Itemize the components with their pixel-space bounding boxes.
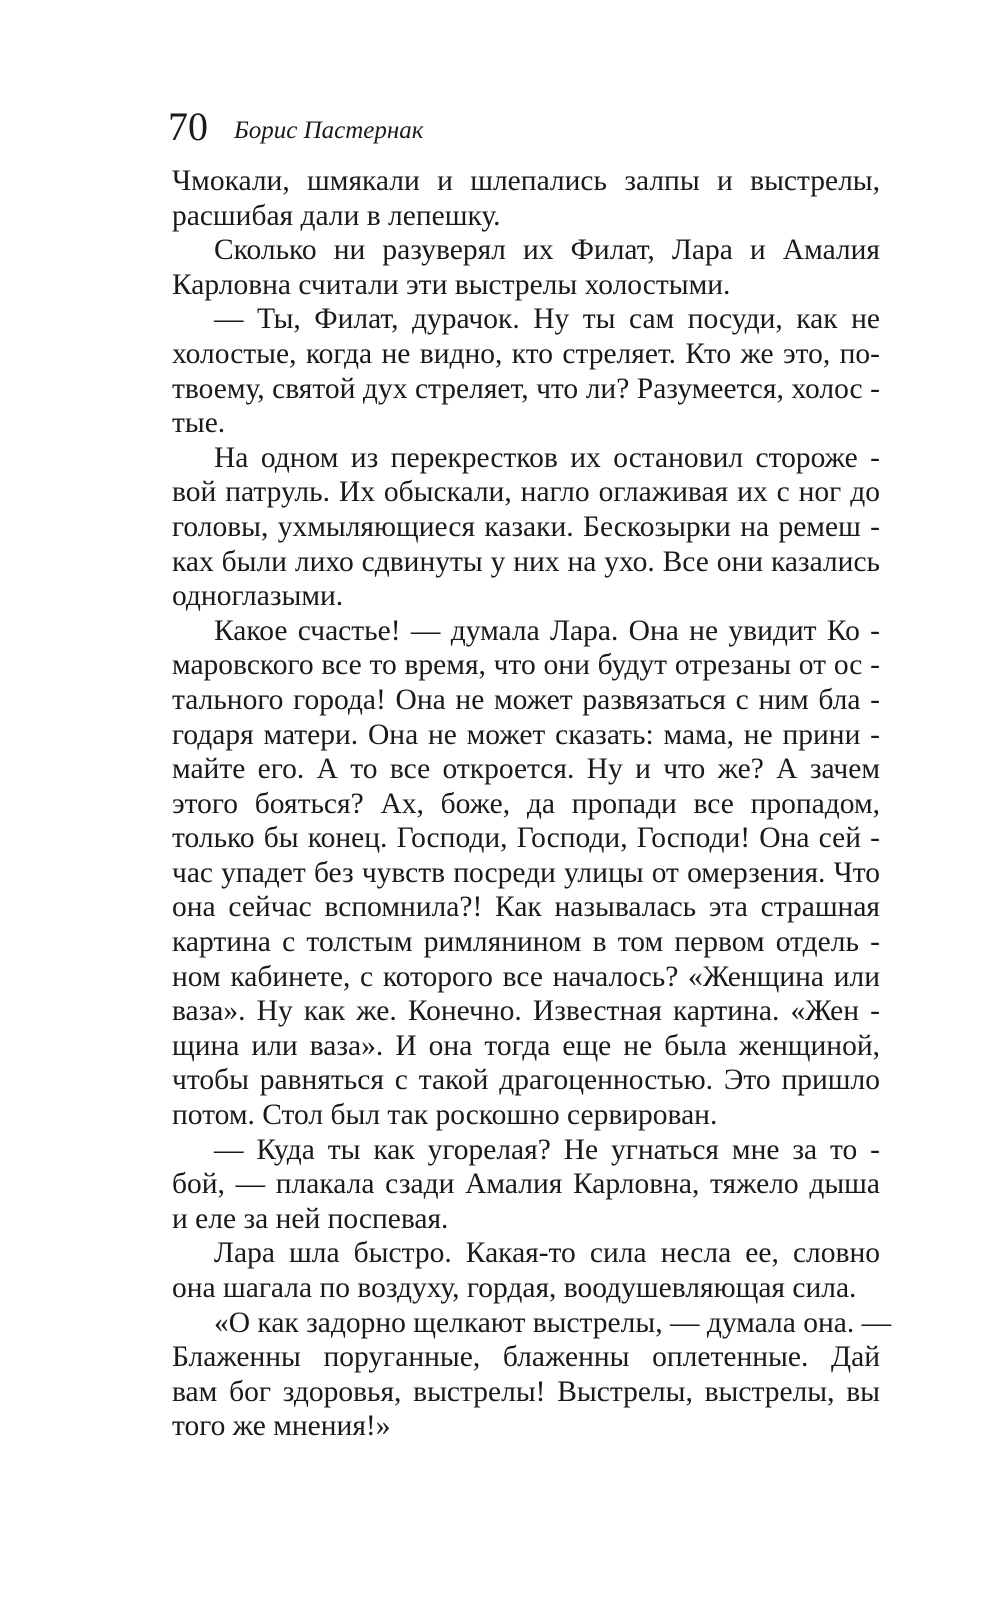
book-author: Борис Пастернак	[234, 117, 424, 144]
paragraph	[172, 614, 880, 1133]
text-line: щина или ваза». И она тогда еще не была женщиной,	[172, 1029, 880, 1062]
text-line: «О как задорно щелкают выстрелы, — думала она. —	[214, 1306, 892, 1339]
body-text	[172, 164, 892, 1444]
text-line: час упадет без чувств посреди улицы от омерзения. Что	[172, 856, 880, 889]
paragraph	[172, 441, 880, 614]
text-line: потом. Стол был так роскошно сервирован.	[172, 1099, 718, 1132]
text-line: картина с толстым римлянином в том первом отдель -	[172, 926, 880, 959]
text-line: бой, — плакала сзади Амалия Карловна, тяжело дыша	[172, 1168, 880, 1201]
text-line: холостые, когда не видно, кто стреляет. Кто же это, по-	[172, 337, 880, 370]
text-line: — Ты, Филат, дурачок. Ну ты сам посуди, как не	[214, 303, 880, 336]
text-line: Лара шла быстро. Какая-то сила несла ее, словно	[214, 1237, 880, 1270]
text-line: головы, ухмыляющиеся казаки. Бескозырки на ремеш -	[172, 510, 880, 543]
text-line: расшибая дали в лепешку.	[172, 199, 501, 232]
text-line: она сейчас вспомнила?! Как называлась эта страшная	[172, 891, 880, 924]
paragraph	[172, 1306, 892, 1444]
text-line: маровского все то время, что они будут отрезаны от ос -	[172, 649, 880, 682]
text-line: одноглазыми.	[172, 580, 344, 613]
text-line: ваза». Ну как же. Конечно. Известная картина. «Жен -	[172, 995, 880, 1028]
text-line: тые.	[172, 407, 226, 440]
text-line: вой патруль. Их обыскали, нагло оглаживая их с ног до	[172, 476, 880, 509]
text-line: и еле за ней поспевая.	[172, 1202, 449, 1235]
page-number: 70	[168, 104, 208, 149]
text-line: того же мнения!»	[172, 1410, 391, 1443]
text-line: ках были лихо сдвинуты у них на ухо. Все они казались	[172, 545, 880, 578]
text-line: Сколько ни разуверял их Филат, Лара и Амалия	[214, 234, 880, 267]
paragraph	[172, 233, 880, 302]
text-line: этого бояться? Ах, боже, да пропади все пропадом,	[172, 787, 880, 820]
text-line: Чмокали, шмякали и шлепались залпы и выстрелы,	[172, 165, 880, 197]
text-line: ном кабинете, с которого все началось? «Женщина или	[172, 960, 880, 993]
running-head	[168, 102, 888, 152]
paragraph	[172, 302, 880, 440]
paragraph	[172, 1236, 880, 1305]
text-line: тального города! Она не может развязаться с ним бла -	[172, 683, 880, 716]
text-line: твоему, святой дух стреляет, что ли? Разумеется, холос -	[172, 372, 880, 405]
text-line: Карловна считали эти выстрелы холостыми.	[172, 268, 731, 301]
text-line: чтобы равняться с такой драгоценностью. Это пришло	[172, 1064, 880, 1097]
paragraph	[172, 1133, 880, 1237]
text-line: На одном из перекрестков их остановил стороже -	[214, 441, 880, 474]
text-line: Какое счастье! — думала Лара. Она не увидит Ко -	[214, 614, 880, 647]
paragraph	[172, 164, 880, 233]
text-line: — Куда ты как угорелая? Не угнаться мне за то -	[214, 1133, 880, 1166]
text-line: только бы конец. Господи, Господи, Господи! Она сей -	[172, 822, 880, 855]
text-line: майте его. А то все откроется. Ну и что же? А зачем	[172, 753, 880, 786]
text-line: годаря матери. Она не может сказать: мама, не прини -	[172, 718, 880, 751]
text-line: она шагала по воздуху, гордая, воодушевляющая сила.	[172, 1272, 857, 1304]
text-line: Блаженны поруганные, блаженны оплетенные. Дай	[172, 1341, 880, 1374]
text-line: вам бог здоровья, выстрелы! Выстрелы, выстрелы, вы	[172, 1375, 880, 1408]
